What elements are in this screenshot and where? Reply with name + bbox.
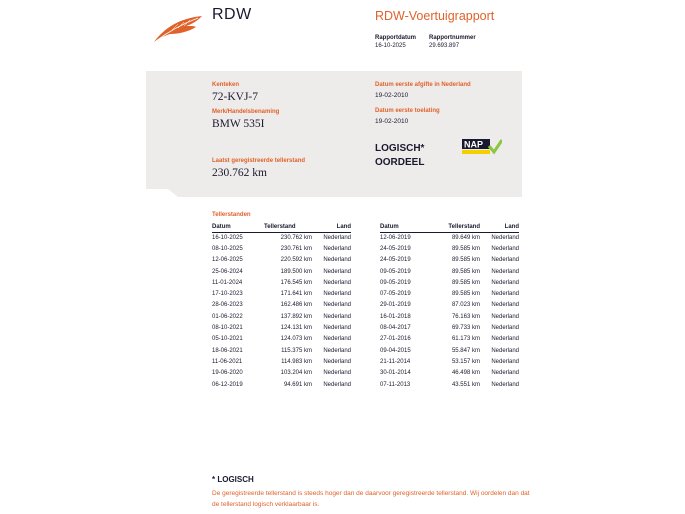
table-row [380, 243, 519, 254]
cell-date: 27-01-2016 [380, 336, 411, 343]
first-admission-value: 19-02-2010 [375, 118, 409, 125]
cell-country: Nederland [323, 234, 351, 241]
first-nl-label: Datum eerste afgifte in Nederland [375, 82, 471, 88]
table-row [212, 356, 351, 367]
cell-reading: 89.585 km [451, 268, 480, 275]
table-row [380, 277, 519, 288]
table-row [380, 255, 519, 266]
cell-date: 11-06-2021 [212, 358, 243, 365]
cell-country: Nederland [491, 234, 519, 241]
report-date-value: 16-10-2025 [375, 43, 406, 49]
cell-country: Nederland [323, 358, 351, 365]
table-row [380, 334, 519, 345]
table-row [380, 311, 519, 322]
table-row [380, 232, 519, 243]
table-row [380, 322, 519, 333]
report-number-label: Rapportnummer [429, 35, 476, 41]
cell-reading: 89.649 km [451, 234, 480, 241]
table-row [380, 356, 519, 367]
verdict [375, 142, 424, 170]
cell-date: 09-05-2019 [380, 279, 411, 286]
cell-country: Nederland [323, 313, 351, 320]
col-date-header: Datum [380, 222, 432, 232]
cell-reading: 46.498 km [451, 370, 480, 377]
cell-country: Nederland [323, 370, 351, 377]
cell-reading: 124.073 km [280, 336, 312, 343]
table-row [380, 288, 519, 299]
report-date-label: Rapportdatum [375, 35, 416, 41]
cell-date: 28-06-2023 [212, 302, 243, 309]
cell-reading: 61.173 km [451, 336, 480, 343]
cell-date: 30-01-2014 [380, 370, 411, 377]
table-row [212, 266, 351, 277]
table-row [212, 311, 351, 322]
table-row [212, 334, 351, 345]
make-label: Merk/Handelsbenaming [212, 109, 280, 115]
table-row [212, 322, 351, 333]
vehicle-summary-panel [146, 71, 522, 197]
verdict-line-1: LOGISCH* [375, 143, 425, 154]
table-row [212, 300, 351, 311]
last-odometer-value: 230.762 km [212, 167, 267, 179]
cell-reading: 230.762 km [280, 234, 312, 241]
cell-reading: 189.500 km [280, 268, 312, 275]
make-value: BMW 535I [212, 118, 265, 130]
cell-country: Nederland [491, 336, 519, 343]
nap-logo-text: NAP [464, 139, 484, 150]
table-row [212, 288, 351, 299]
col-reading-header: Tellerstand [264, 222, 312, 232]
cell-reading: 89.585 km [451, 257, 480, 264]
cell-country: Nederland [491, 325, 519, 332]
cell-country: Nederland [491, 381, 519, 388]
first-nl-value: 19-02-2010 [375, 92, 409, 99]
cell-reading: 176.545 km [280, 279, 312, 286]
cell-date: 25-06-2024 [212, 268, 243, 275]
cell-date: 24-05-2019 [380, 257, 411, 264]
plate-value: 72-KVJ-7 [212, 91, 258, 103]
cell-country: Nederland [323, 336, 351, 343]
first-admission-label: Datum eerste toelating [375, 108, 440, 114]
cell-date: 08-10-2025 [212, 245, 243, 252]
cell-country: Nederland [323, 291, 351, 298]
col-country-header: Land [480, 222, 519, 232]
brand-name: RDW [212, 6, 252, 23]
cell-date: 16-10-2025 [212, 234, 243, 241]
table-row [212, 379, 351, 390]
cell-reading: 89.585 km [451, 245, 480, 252]
cell-reading: 87.023 km [451, 302, 480, 309]
cell-country: Nederland [323, 268, 351, 275]
table-row [380, 345, 519, 356]
table-header-row [380, 222, 519, 232]
cell-reading: 69.733 km [451, 325, 480, 332]
report-number-block [429, 35, 476, 49]
cell-date: 08-04-2017 [380, 325, 411, 332]
cell-reading: 115.375 km [281, 347, 312, 354]
cell-country: Nederland [323, 347, 351, 354]
report-number-value: 29.693.897 [429, 43, 460, 49]
cell-date: 07-05-2019 [380, 291, 411, 298]
cell-reading: 114.983 km [281, 358, 312, 365]
cell-reading: 43.551 km [451, 381, 480, 388]
cell-date: 21-11-2014 [380, 358, 411, 365]
cell-reading: 220.592 km [280, 257, 312, 264]
cell-date: 12-06-2019 [380, 234, 411, 241]
cell-country: Nederland [491, 302, 519, 309]
cell-date: 06-12-2019 [212, 381, 243, 388]
cell-reading: 230.761 km [280, 245, 312, 252]
col-reading-header: Tellerstand [432, 222, 480, 232]
odometer-table-right [380, 222, 519, 390]
cell-country: Nederland [491, 370, 519, 377]
cell-country: Nederland [491, 268, 519, 275]
cell-reading: 137.892 km [280, 313, 312, 320]
col-country-header: Land [312, 222, 351, 232]
footnote-title: * LOGISCH [212, 475, 254, 484]
verdict-line-2: OORDEEL [375, 157, 425, 168]
cell-date: 16-01-2018 [380, 313, 411, 320]
cell-date: 18-06-2021 [212, 347, 243, 354]
table-row [380, 379, 519, 390]
table-row [212, 277, 351, 288]
cell-date: 11-01-2024 [212, 279, 243, 286]
cell-date: 05-10-2021 [212, 336, 243, 343]
cell-reading: 55.847 km [451, 347, 480, 354]
col-date-header: Datum [212, 222, 264, 232]
report-date-block [375, 35, 416, 49]
cell-country: Nederland [323, 279, 351, 286]
rdw-feather-logo [152, 14, 204, 44]
cell-reading: 76.163 km [451, 313, 480, 320]
table-row [212, 368, 351, 379]
cell-date: 08-10-2021 [212, 325, 243, 332]
cell-reading: 171.641 km [280, 291, 312, 298]
cell-date: 07-11-2013 [380, 381, 411, 388]
cell-country: Nederland [323, 257, 351, 264]
cell-date: 17-10-2023 [212, 291, 243, 298]
cell-country: Nederland [323, 302, 351, 309]
table-row [212, 255, 351, 266]
cell-country: Nederland [323, 381, 351, 388]
cell-reading: 53.157 km [451, 358, 480, 365]
cell-country: Nederland [491, 358, 519, 365]
table-row [380, 300, 519, 311]
odometer-section-title: Tellerstanden [212, 212, 251, 218]
cell-reading: 124.131 km [280, 325, 312, 332]
cell-date: 09-05-2019 [380, 268, 411, 275]
plate-label: Kenteken [212, 82, 240, 88]
footnote-text: De geregistreerde tellerstand is steeds hoger dan de daarvoor geregistreerde tellerstand. Wij oordelen dan dat de tellerstand logisch verklaarbaar is. [212, 490, 530, 508]
table-row [380, 266, 519, 277]
cell-country: Nederland [491, 245, 519, 252]
cell-date: 01-06-2022 [212, 313, 243, 320]
cell-country: Nederland [491, 257, 519, 264]
table-row [212, 243, 351, 254]
table-row [380, 368, 519, 379]
table-row [212, 345, 351, 356]
table-header-row [212, 222, 351, 232]
table-row [212, 232, 351, 243]
odometer-table-left [212, 222, 351, 390]
cell-country: Nederland [491, 313, 519, 320]
cell-reading: 89.585 km [451, 279, 480, 286]
cell-reading: 162.486 km [280, 302, 312, 309]
cell-country: Nederland [491, 279, 519, 286]
nap-logo [462, 139, 502, 156]
cell-country: Nederland [491, 291, 519, 298]
report-title: RDW-Voertuigrapport [375, 9, 495, 23]
cell-country: Nederland [491, 347, 519, 354]
cell-date: 09-04-2015 [380, 347, 411, 354]
cell-country: Nederland [323, 245, 351, 252]
cell-date: 19-06-2020 [212, 370, 243, 377]
last-odometer-label: Laatst geregistreerde tellerstand [212, 158, 306, 164]
cell-date: 12-06-2025 [212, 257, 243, 264]
cell-reading: 94.691 km [283, 381, 312, 388]
cell-reading: 89.585 km [451, 291, 480, 298]
cell-reading: 103.204 km [280, 370, 312, 377]
cell-country: Nederland [323, 325, 351, 332]
cell-date: 29-01-2019 [380, 302, 411, 309]
cell-date: 24-05-2019 [380, 245, 411, 252]
